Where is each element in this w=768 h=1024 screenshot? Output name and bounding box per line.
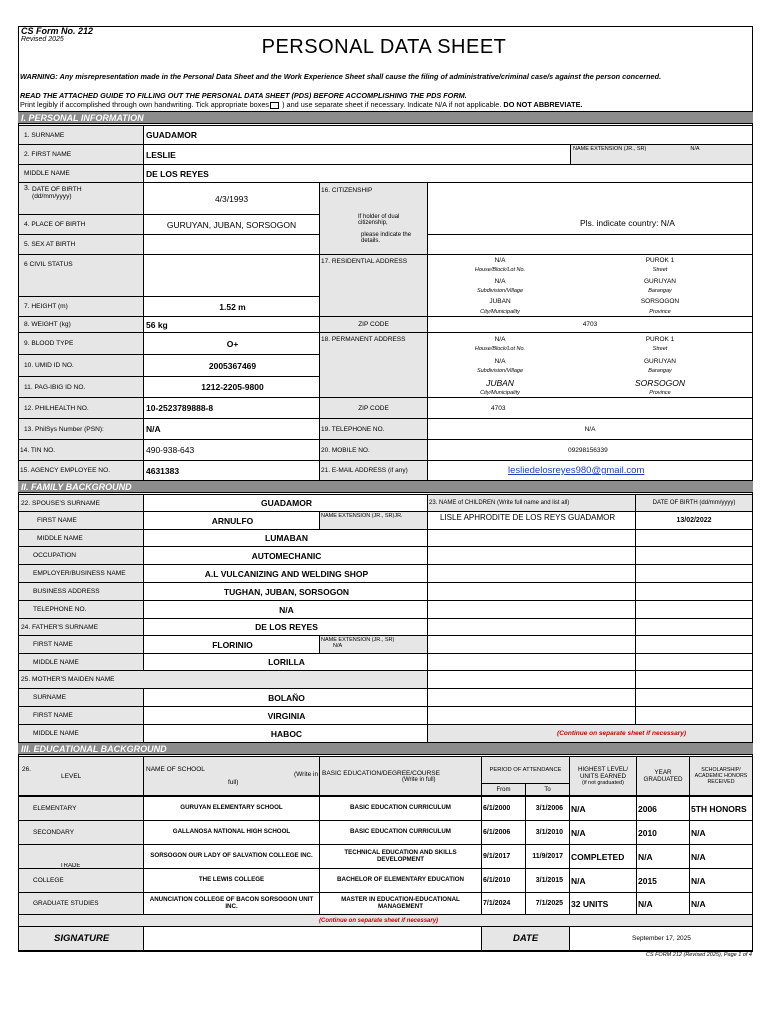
business-address-field[interactable]: TUGHAN, JUBAN, SORSOGON xyxy=(143,582,428,601)
edu-highest-cell[interactable]: COMPLETED xyxy=(569,844,637,869)
edu-level-cell: SECONDARY xyxy=(18,820,144,845)
sex-field[interactable] xyxy=(143,234,320,255)
edu-honors-cell[interactable]: 5TH HONORS xyxy=(689,796,753,821)
umid-label: 10. UMID ID NO. xyxy=(18,354,144,377)
civil-status-field[interactable] xyxy=(143,254,320,297)
mother-first-field[interactable]: VIRGINIA xyxy=(143,706,428,725)
edu-from-cell[interactable]: 6/1/2010 xyxy=(481,868,526,893)
trade-label-cut: TRADE xyxy=(60,863,81,868)
child-row[interactable] xyxy=(427,582,636,601)
form-number: CS Form No. 212 xyxy=(21,26,94,36)
res-brgy: GURUYAN xyxy=(643,278,677,285)
edu-course-cell[interactable]: BASIC EDUCATION CURRICULUM xyxy=(319,796,482,821)
res-subdiv-sub: Subdivision/Village xyxy=(476,288,524,294)
spouse-first-field[interactable]: ARNULFO xyxy=(143,511,320,530)
spouse-surname-field[interactable]: GUADAMOR xyxy=(143,494,428,512)
signature-field[interactable] xyxy=(143,926,482,951)
perm-subdiv-sub: Subdivision/Village xyxy=(476,368,524,374)
child-row[interactable] xyxy=(427,600,636,619)
child-dob-row[interactable] xyxy=(635,706,753,725)
res-house-sub: House/Block/Lot No. xyxy=(474,267,526,273)
children-label: 23. NAME of CHILDREN (Write full name and list all) xyxy=(427,494,636,512)
name-extension-cell[interactable] xyxy=(570,144,753,165)
child-dob-row[interactable] xyxy=(635,635,753,654)
agency-field[interactable]: 4631383 xyxy=(143,460,320,481)
edu-course-header: BASIC EDUCATION/DEGREE/COURSE (Write in full) xyxy=(319,756,482,796)
edu-to-cell[interactable]: 7/1/2025 xyxy=(525,892,570,915)
occupation-label: OCCUPATION xyxy=(18,546,144,565)
psn-label: 13. PhilSys Number (PSN): xyxy=(18,418,144,440)
edu-to-cell[interactable]: 11/9/2017 xyxy=(525,844,570,869)
mother-middle-label: MIDDLE NAME xyxy=(18,724,144,743)
child-row[interactable] xyxy=(427,635,636,654)
date-field[interactable]: September 17, 2025 xyxy=(569,926,753,951)
surname-label: 1. SURNAME xyxy=(18,125,144,145)
perm-province: SORSOGON xyxy=(634,378,686,388)
print-instructions: Print legibly if accomplished through own handwriting. Tick appropriate boxes ) and use separate sheet if necessary. Indicate N/A if not applicable. DO NOT ABBREVIATE. xyxy=(20,100,583,109)
child-row[interactable] xyxy=(427,706,636,725)
weight-field[interactable]: 56 kg xyxy=(143,316,320,333)
res-street-sub: Street xyxy=(652,267,668,273)
form-revision: Revised 2025 xyxy=(21,36,64,43)
res-house: N/A xyxy=(494,257,506,264)
child-dob-row[interactable] xyxy=(635,618,753,636)
pob-label: 4. PLACE OF BIRTH xyxy=(18,214,144,235)
edu-from-cell[interactable]: 6/1/2000 xyxy=(481,796,526,821)
edu-period-header: PERIOD OF ATTENDANCE xyxy=(481,756,570,784)
warning-text: WARNING: Any misrepresentation made in the Personal Data Sheet and the Work Experience Sheet shall cause the filing of administrative/criminal case/s against the person concerned. xyxy=(20,72,662,81)
edu-honors-cell[interactable]: N/A xyxy=(689,820,753,845)
dual-citizenship-b: please indicate the details. xyxy=(361,232,412,244)
edu-honors-cell[interactable]: N/A xyxy=(689,868,753,893)
spouse-middle-field[interactable]: LUMABAN xyxy=(143,529,428,547)
perm-house-sub: House/Block/Lot No. xyxy=(474,346,526,352)
edu-to-cell[interactable]: 3/1/2010 xyxy=(525,820,570,845)
edu-highest-cell[interactable]: N/A xyxy=(569,868,637,893)
perm-street: PUROK 1 xyxy=(645,336,675,343)
spouse-telephone-label: TELEPHONE NO. xyxy=(18,600,144,619)
civil-status-label: 6 CIVIL STATUS xyxy=(18,254,144,297)
employer-field[interactable]: A.L VULCANIZING AND WELDING SHOP xyxy=(143,564,428,583)
father-ext-label: NAME EXTENSION (JR., SR) xyxy=(321,637,395,643)
pagibig-label: 11. PAG-IBIG ID NO. xyxy=(18,376,144,398)
page-title: PERSONAL DATA SHEET xyxy=(261,36,507,58)
permanent-address-label: 18. PERMANENT ADDRESS xyxy=(319,332,428,398)
email-link[interactable]: lesliedelosreyes980@gmail.com xyxy=(508,465,645,476)
section-family-background: II. FAMILY BACKGROUND xyxy=(18,480,753,493)
dual-citizenship-a: If holder of dual citizenship, xyxy=(358,214,400,226)
first-name-label: 2. FIRST NAME xyxy=(18,144,144,165)
tin-field[interactable]: 490-938-643 xyxy=(143,439,320,461)
perm-zip-field[interactable]: 4703 xyxy=(427,397,753,419)
edu-school-cell[interactable]: GURUYAN ELEMENTARY SCHOOL xyxy=(143,796,320,821)
section-educational-background: III. EDUCATIONAL BACKGROUND xyxy=(18,742,753,755)
middle-name-label: MIDDLE NAME xyxy=(18,164,144,183)
telephone-field[interactable]: N/A xyxy=(427,418,753,440)
email-field[interactable] xyxy=(427,460,753,481)
child-dob-field[interactable]: 13/02/2022 xyxy=(635,511,753,530)
pob-field[interactable]: GURUYAN, JUBAN, SORSOGON xyxy=(143,214,320,235)
father-middle-field[interactable]: LORILLA xyxy=(143,653,428,671)
spouse-middle-label: MIDDLE NAME xyxy=(18,529,144,547)
pagibig-field[interactable]: 1212-2205-9800 xyxy=(143,376,320,398)
philhealth-field[interactable]: 10-2523789888-8 xyxy=(143,397,320,419)
edu-year-header: YEAR GRADUATED xyxy=(636,756,690,796)
blood-type-field[interactable]: O+ xyxy=(143,332,320,355)
surname-field[interactable]: GUADAMOR xyxy=(143,125,753,145)
edu-school-header: NAME OF SCHOOL (Write in full) xyxy=(143,756,320,796)
edu-school-cell[interactable]: GALLANOSA NATIONAL HIGH SCHOOL xyxy=(143,820,320,845)
name-extension-value: N/A xyxy=(690,146,700,152)
business-address-label: BUSINESS ADDRESS xyxy=(18,582,144,601)
spouse-telephone-field[interactable]: N/A xyxy=(143,600,428,619)
tick-box-sample xyxy=(270,102,279,109)
edu-level-cell: COLLEGE xyxy=(18,868,144,893)
child-dob-row[interactable] xyxy=(635,582,753,601)
child-row[interactable] xyxy=(427,529,636,547)
mobile-field[interactable]: 09298156339 xyxy=(427,439,753,461)
edu-year-cell[interactable]: 2010 xyxy=(636,820,690,845)
children-dob-label: DATE OF BIRTH (dd/mm/yyyy) xyxy=(635,494,753,512)
father-middle-label: MIDDLE NAME xyxy=(18,653,144,671)
edu-course-cell[interactable]: MASTER IN EDUCATION-EDUCATIONAL MANAGEMENT xyxy=(319,892,482,915)
child-dob-row[interactable] xyxy=(635,564,753,583)
perm-zip-label: ZIP CODE xyxy=(319,397,428,419)
edu-highest-header: HIGHEST LEVEL/ UNITS EARNED (if not graduated) xyxy=(569,756,637,796)
telephone-label: 19. TELEPHONE NO. xyxy=(319,418,428,440)
read-guide-text: READ THE ATTACHED GUIDE TO FILLING OUT THE PERSONAL DATA SHEET (PDS) BEFORE ACCOMPLISHING THE PDS FORM. xyxy=(20,91,467,100)
res-brgy-sub: Barangay xyxy=(648,288,672,294)
dual-country-text: Pls. indicate country: N/A xyxy=(580,218,675,228)
edu-course-cell[interactable]: TECHNICAL EDUCATION AND SKILLS DEVELOPMENT xyxy=(319,844,482,869)
perm-brgy: GURUYAN xyxy=(643,358,677,365)
spouse-surname-label: 22. SPOUSE'S SURNAME xyxy=(18,494,144,512)
height-field[interactable]: 1.52 m xyxy=(143,296,320,317)
edu-course-cell[interactable]: BACHELOR OF ELEMENTARY EDUCATION xyxy=(319,868,482,893)
education-continue-text: (Continue on separate sheet if necessary) xyxy=(319,917,439,924)
edu-school-cell[interactable]: THE LEWIS COLLEGE xyxy=(143,868,320,893)
mother-surname-label: SURNAME xyxy=(18,688,144,707)
edu-from-cell[interactable]: 9/1/2017 xyxy=(481,844,526,869)
res-province: SORSOGON xyxy=(640,298,680,305)
middle-name-field[interactable]: DE LOS REYES xyxy=(143,164,753,183)
philhealth-label: 12. PHILHEALTH NO. xyxy=(18,397,144,419)
family-continue-text: (Continue on separate sheet if necessary) xyxy=(557,730,686,737)
res-province-sub: Province xyxy=(649,309,671,315)
res-street: PUROK 1 xyxy=(645,257,675,264)
child-row[interactable] xyxy=(427,564,636,583)
perm-street-sub: Street xyxy=(652,346,668,352)
edu-school-cell[interactable]: ANUNCIATION COLLEGE OF BACON SORSOGON UNIT INC. xyxy=(143,892,320,915)
edu-year-cell[interactable]: N/A xyxy=(636,844,690,869)
edu-year-cell[interactable]: 2015 xyxy=(636,868,690,893)
dob-label: 3. DATE OF BIRTH (dd/mm/yyyy) xyxy=(18,182,144,215)
res-subdiv: N/A xyxy=(494,278,506,285)
child-name-field[interactable]: LISLE APHRODITE DE LOS REYS GUADAMOR xyxy=(427,511,636,530)
citizenship-label-cell xyxy=(319,182,428,255)
father-ext-value: N/A xyxy=(333,643,343,649)
perm-city: JUBAN xyxy=(486,378,514,388)
res-city: JUBAN xyxy=(489,298,511,305)
res-city-sub: City/Municipality xyxy=(480,309,520,315)
date-label: DATE xyxy=(481,926,570,951)
edu-highest-cell[interactable]: 32 UNITS xyxy=(569,892,637,915)
employer-label: EMPLOYER/BUSINESS NAME xyxy=(18,564,144,583)
father-first-field[interactable]: FLORINIO xyxy=(143,635,320,654)
signature-label: SIGNATURE xyxy=(18,926,144,951)
form-footer: CS FORM 212 (Revised 2025), Page 1 of 4 xyxy=(645,952,752,958)
edu-school-cell[interactable]: SORSOGON OUR LADY OF SALVATION COLLEGE INC. xyxy=(143,844,320,869)
child-row[interactable] xyxy=(427,546,636,565)
edu-from-cell[interactable]: 7/1/2024 xyxy=(481,892,526,915)
edu-highest-cell[interactable]: N/A xyxy=(569,820,637,845)
edu-from-cell[interactable]: 6/1/2006 xyxy=(481,820,526,845)
mother-surname-field[interactable]: BOLAÑO xyxy=(143,688,428,707)
child-dob-row[interactable] xyxy=(635,688,753,707)
father-first-label: FIRST NAME xyxy=(18,635,144,654)
perm-province-sub: Province xyxy=(649,390,671,396)
edu-year-cell[interactable]: 2006 xyxy=(636,796,690,821)
residential-address-label: 17. RESIDENTIAL ADDRESS xyxy=(319,254,428,317)
edu-honors-cell[interactable]: N/A xyxy=(689,892,753,915)
citizenship-country-field[interactable] xyxy=(427,234,753,255)
edu-to-cell[interactable]: 3/1/2006 xyxy=(525,796,570,821)
child-row[interactable] xyxy=(427,653,636,671)
dob-field[interactable]: 4/3/1993 xyxy=(143,182,320,215)
child-row[interactable] xyxy=(427,618,636,636)
name-extension-label: NAME EXTENSION (JR., SR) xyxy=(573,146,647,152)
child-dob-row[interactable] xyxy=(635,600,753,619)
mobile-label: 20. MOBILE NO. xyxy=(319,439,428,461)
edu-honors-header: SCHOLARSHIP/ ACADEMIC HONORS RECEIVED xyxy=(689,756,753,796)
citizenship-label: 16. CITIZENSHIP xyxy=(321,187,373,194)
psn-field[interactable]: N/A xyxy=(143,418,320,440)
res-zip-field[interactable]: 4703 xyxy=(427,316,753,333)
child-dob-row[interactable] xyxy=(635,546,753,565)
edu-level-cell: GRADUATE STUDIES xyxy=(18,892,144,915)
email-label: 21. E-MAIL ADDRESS (if any) xyxy=(319,460,428,481)
edu-year-cell[interactable]: N/A xyxy=(636,892,690,915)
edu-course-cell[interactable]: BASIC EDUCATION CURRICULUM xyxy=(319,820,482,845)
edu-level-header: 26. LEVEL xyxy=(18,756,144,796)
agency-label: 15. AGENCY EMPLOYEE NO. xyxy=(18,460,144,481)
edu-level-cell xyxy=(18,844,144,869)
section-personal-information: I. PERSONAL INFORMATION xyxy=(18,111,753,124)
edu-from-header: From xyxy=(481,783,526,796)
child-row[interactable] xyxy=(427,688,636,707)
spouse-ext-label: NAME EXTENSION (JR., SR)JR. xyxy=(319,511,428,530)
occupation-field[interactable]: AUTOMECHANIC xyxy=(143,546,428,565)
edu-honors-cell[interactable]: N/A xyxy=(689,844,753,869)
father-ext-cell xyxy=(319,635,428,654)
umid-field[interactable]: 2005367469 xyxy=(143,354,320,377)
father-surname-label: 24. FATHER'S SURNAME xyxy=(18,618,144,636)
child-row[interactable] xyxy=(427,670,636,689)
father-surname-field[interactable]: DE LOS REYES xyxy=(143,618,428,636)
child-dob-row[interactable] xyxy=(635,529,753,547)
sex-label: 5. SEX AT BIRTH xyxy=(18,234,144,255)
edu-to-header: To xyxy=(525,783,570,796)
mother-first-label: FIRST NAME xyxy=(18,706,144,725)
perm-city-sub: City/Municipality xyxy=(480,390,520,396)
perm-brgy-sub: Barangay xyxy=(648,368,672,374)
first-name-field[interactable]: LESLIE xyxy=(143,144,571,165)
height-label: 7. HEIGHT (m) xyxy=(18,296,144,317)
perm-house: N/A xyxy=(494,336,506,343)
tin-label: 14. TIN NO. xyxy=(18,439,144,461)
mother-middle-field[interactable]: HABOC xyxy=(143,724,428,743)
edu-to-cell[interactable]: 3/1/2015 xyxy=(525,868,570,893)
perm-subdiv: N/A xyxy=(494,358,506,365)
child-dob-row[interactable] xyxy=(635,670,753,689)
edu-highest-cell[interactable]: N/A xyxy=(569,796,637,821)
weight-label: 8. WEIGHT (kg) xyxy=(18,316,144,333)
mother-maiden-label: 25. MOTHER'S MAIDEN NAME xyxy=(18,670,428,689)
edu-level-cell: ELEMENTARY xyxy=(18,796,144,821)
blood-type-label: 9. BLOOD TYPE xyxy=(18,332,144,355)
family-continue-note xyxy=(427,724,753,743)
res-zip-label: ZIP CODE xyxy=(319,316,428,333)
child-dob-row[interactable] xyxy=(635,653,753,671)
spouse-first-label: FIRST NAME xyxy=(18,511,144,530)
